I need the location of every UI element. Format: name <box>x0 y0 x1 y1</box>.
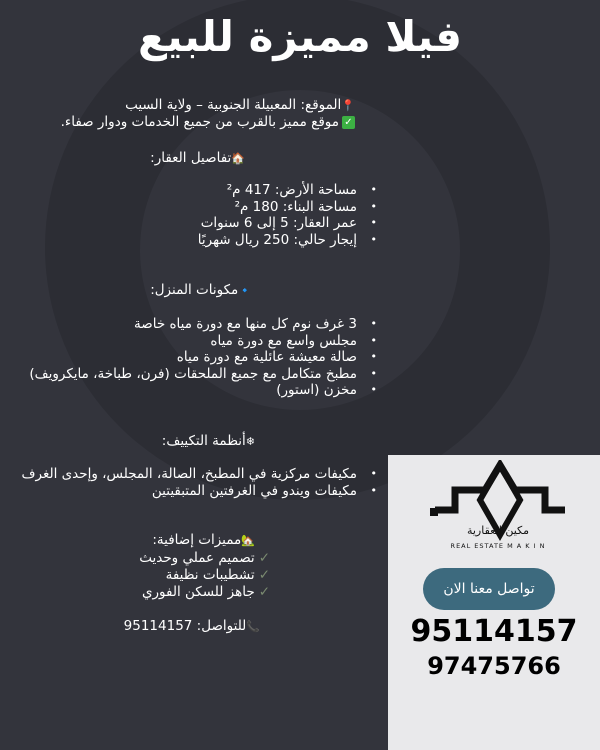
phone-number-secondary[interactable]: 97475766 <box>427 652 561 680</box>
list-item: • مكيفات ويندو في الغرفتين المتبقيتين <box>22 483 358 500</box>
location-line1: 📍الموقع: المعبيلة الجنوبية – ولاية السيب <box>125 97 355 113</box>
check-icon: ✓ <box>258 584 270 600</box>
details-heading: 🏠تفاصيل العقار: <box>150 150 245 166</box>
list-item: • مساحة البناء: 180 م² <box>198 199 357 216</box>
check-icon: ✓ <box>258 567 270 583</box>
list-item: • مساحة الأرض: 417 م² <box>198 182 357 199</box>
extras-list <box>139 550 270 601</box>
components-heading: 🔹مكونات المنزل: <box>150 282 252 298</box>
contact-us-button[interactable]: تواصل معنا الان <box>423 568 555 610</box>
components-list <box>29 316 375 399</box>
phone-number-primary[interactable]: 95114157 <box>410 614 578 649</box>
list-item: ✓تشطيبات نظيفة <box>165 567 270 583</box>
logo-arabic-text: مكين العقارية <box>466 524 530 537</box>
check-icon: ✓ <box>258 550 270 566</box>
house-garden-icon: 🏡 <box>241 534 255 547</box>
check-icon: ✓ <box>342 116 355 129</box>
pin-icon: 📍 <box>341 99 355 112</box>
list-item: • 3 غرف نوم كل منها مع دورة مياه خاصة <box>29 316 357 333</box>
details-list <box>198 182 375 248</box>
contact-line: 📞للتواصل: 95114157 <box>123 618 260 634</box>
diamond-icon: 🔹 <box>238 284 252 297</box>
ac-heading: ❄أنظمة التكييف: <box>161 433 255 449</box>
phone-icon: 📞 <box>246 620 260 633</box>
list-item: • مطبخ متكامل مع جميع الملحقات (فرن، طباخة، مايكرويف) <box>29 366 357 383</box>
list-item: • إيجار حالي: 250 ريال شهريًا <box>198 232 357 249</box>
list-item: • مخزن (استور) <box>29 382 357 399</box>
snowflake-icon: ❄ <box>245 435 255 448</box>
location-line2: ✓موقع مميز بالقرب من جميع الخدمات ودوار صفاء. <box>61 114 355 130</box>
page-title: فيلا مميزة للبيع <box>138 12 462 61</box>
list-item: • مكيفات مركزية في المطبخ، الصالة، المجلس، وإحدى الغرف <box>22 466 358 483</box>
list-item: • عمر العقار: 5 إلى 6 سنوات <box>198 215 357 232</box>
house-icon: 🏠 <box>231 152 245 165</box>
list-item: ✓جاهز للسكن الفوري <box>141 584 270 600</box>
logo-english-text: REAL ESTATE M A K I N <box>450 542 546 550</box>
list-item: • صالة معيشة عائلية مع دورة مياه <box>29 349 357 366</box>
list-item: • مجلس واسع مع دورة مياه <box>29 333 357 350</box>
logo-icon <box>425 460 575 555</box>
contact-number[interactable]: 95114157 <box>123 618 193 634</box>
list-item: ✓تصميم عملي وحديث <box>139 550 270 566</box>
ac-list <box>22 466 376 499</box>
extras-heading: 🏡مميزات إضافية: <box>152 532 255 548</box>
